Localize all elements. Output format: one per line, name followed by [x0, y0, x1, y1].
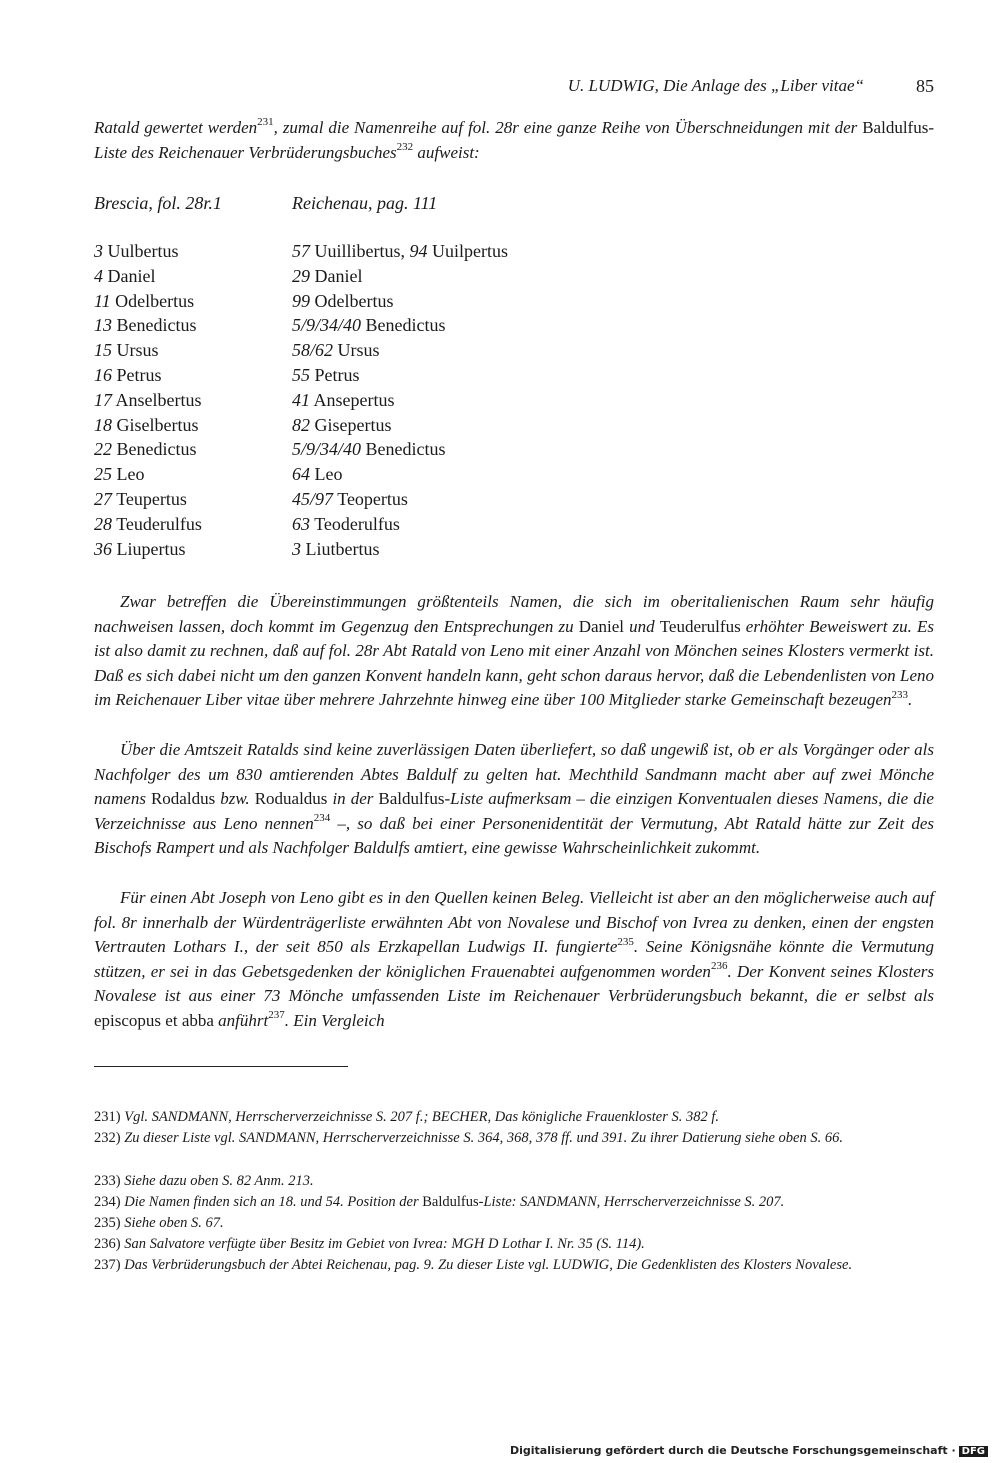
- entry-number: 17: [94, 389, 112, 410]
- text: Für einen Abt Joseph von Leno gibt es in den Quellen keinen Beleg. Vielleicht ist aber an den möglicherweise auch auf fol. 8r innerhalb der Würdenträgerliste erwähnten Abt von Novalese und Bischof von Ivrea zu denken, einen der engsten Vertrauten Lothars I., der seit 850 als Erzkapellan Ludwigs II. fungierte: [94, 888, 934, 957]
- brescia-entry: [94, 340, 159, 361]
- comparison-header: [94, 193, 694, 217]
- footnote-text: Vgl. SANDMANN, Herrscherverzeichnisse S. 207 f.; BECHER, Das königliche Frauenkloster S. 382 f.: [124, 1109, 720, 1125]
- entry-name: Benedictus: [365, 315, 446, 336]
- entry-number: 41: [292, 389, 310, 410]
- footnote-text: Die Namen finden sich an 18. und 54. Position der: [124, 1194, 423, 1210]
- footnote: [94, 1128, 934, 1149]
- comparison-row: [94, 415, 694, 440]
- entry-name: Benedictus: [116, 439, 197, 460]
- brescia-entry: [94, 489, 187, 510]
- entry-number: 13: [94, 315, 112, 336]
- entry-name: Petrus: [314, 364, 360, 385]
- digitization-credit: [510, 1444, 988, 1457]
- reichenau-entry: [292, 241, 508, 262]
- text-upright: Baldulfus: [378, 789, 445, 809]
- entry-name: Leo: [314, 464, 343, 485]
- comparison-row: [94, 514, 694, 539]
- reichenau-entry: [292, 539, 380, 560]
- entry-name: Ursus: [116, 340, 159, 361]
- page-header: [94, 76, 934, 102]
- entry-number: 29: [292, 265, 310, 286]
- entry-name: Benedictus: [116, 315, 197, 336]
- entry-number: 22: [94, 439, 112, 460]
- text: -Liste des Reichenauer Verbrüderungsbuches: [94, 118, 934, 162]
- footnote-ref[interactable]: 234: [313, 812, 331, 825]
- reichenau-entry: [292, 489, 408, 510]
- text: . Seine Königsnähe könnte die Vermutung stützen, er sei in das Gebetsgedenken der königlichen Frauenabtei aufgenommen worden: [94, 937, 934, 981]
- text-upright: episcopus: [94, 1010, 162, 1030]
- reichenau-entry: [292, 439, 446, 460]
- comparison-row: [94, 439, 694, 464]
- comparison-row: [94, 266, 694, 291]
- entry-number: 5/9/34/40: [292, 439, 362, 460]
- text: . Der Konvent seines Klosters Novalese ist aus einer 73 Mönche umfassenden Liste im Reichenauer Verbrüderungsbuch bekannt, die er selbst als: [94, 961, 934, 1006]
- entry-number: 27: [94, 488, 112, 509]
- entry-name: Ursus: [337, 340, 380, 361]
- text: in der: [327, 789, 379, 809]
- entry-name: Giselbertus: [116, 414, 199, 435]
- reichenau-entry: [292, 340, 380, 361]
- reichenau-entry: [292, 266, 362, 287]
- entry-number: 63: [292, 513, 310, 534]
- entry-name: Benedictus: [365, 439, 446, 460]
- comparison-row: [94, 539, 694, 564]
- entry-number: 28: [94, 513, 112, 534]
- text: Über die Amtszeit Ratalds sind keine zuverlässigen Daten überliefert, so daß ungewiß ist, ob er als Vorgänger oder als Nachfolger des um 830 amtierenden Abtes Baldulf zu gelten hat. Mechthild Sandmann macht aber auf zwei Mönche namens: [94, 740, 934, 809]
- entry-number: 25: [94, 464, 112, 485]
- footnote-ref[interactable]: 233: [891, 688, 909, 701]
- comparison-rows: [94, 241, 694, 563]
- entry-number: 3: [94, 241, 103, 261]
- page-number: 85: [916, 76, 934, 96]
- entry-number: 64: [292, 464, 310, 485]
- entry-number: 3: [292, 538, 301, 559]
- entry-number: 11: [94, 290, 111, 311]
- footnote-text: -Liste: SANDMANN, Herrscherverzeichnisse S. 207.: [478, 1194, 785, 1210]
- reichenau-entry: [292, 415, 391, 436]
- reichenau-entry: [292, 390, 395, 411]
- reichenau-entry: [292, 365, 360, 386]
- footnote-text-upright: Baldulfus: [422, 1194, 479, 1210]
- footnote-number: 236): [94, 1236, 121, 1252]
- comparison-row: [94, 464, 694, 489]
- entry-name: Anselbertus: [115, 389, 202, 410]
- comparison-row: [94, 365, 694, 390]
- dfg-logo: DFG: [959, 1446, 988, 1457]
- entry-name: Leo: [116, 464, 145, 485]
- footnote-ref[interactable]: 231: [257, 116, 274, 129]
- text: aufweist:: [413, 142, 480, 162]
- reichenau-entry: [292, 464, 342, 485]
- brescia-entry: [94, 415, 198, 436]
- brescia-entry: [94, 291, 194, 312]
- comparison-row: [94, 489, 694, 514]
- entry-name: Odelbertus: [115, 290, 195, 311]
- credit-text: Digitalisierung gefördert durch die Deutsche Forschungsgemeinschaft ·: [509, 1444, 956, 1457]
- entry-name: Ansepertus: [313, 389, 395, 410]
- text-upright: Daniel: [578, 616, 625, 636]
- entry-number: 58/62: [292, 340, 334, 361]
- text: bzw.: [215, 789, 255, 809]
- text-upright: abba: [181, 1010, 214, 1030]
- brescia-entry: [94, 266, 155, 287]
- entry-name: Teupertus: [116, 488, 187, 509]
- brescia-entry: [94, 514, 202, 535]
- text: -Liste aufmerksam – die einzigen Konventualen dieses Namens, die die Verzeichnisse aus Leno nennen: [94, 789, 934, 833]
- text: Ratald gewertet werden: [94, 118, 258, 137]
- footnote: [94, 1234, 934, 1255]
- entry-name: Odelbertus: [314, 290, 394, 311]
- text-upright: Rodaldus: [150, 789, 216, 809]
- entry-name: Teuderulfus: [116, 513, 202, 534]
- brescia-entry: [94, 439, 196, 460]
- header-left: Brescia, fol. 28r.1: [94, 193, 222, 213]
- entry-number: 57: [292, 241, 310, 261]
- entry-name: Liutbertus: [305, 538, 380, 559]
- brescia-entry: [94, 539, 186, 560]
- entry-name: Daniel: [107, 265, 156, 286]
- text: erhöhter Beweiswert zu. Es ist also damit zu rechnen, daß auf fol. 28r Abt Ratald von Leno mit einer Anzahl von Mönchen seines Klosters vermerkt ist. Daß es sich dabei nicht um den ganzen Konvent handeln kann, geht schon daraus hervor, daß die Lebendenlisten von Leno im Reichenauer Liber vitae über mehrere Jahrzehnte hinweg eine über 100 Mitglieder starke Gemeinschaft bezeugen: [94, 616, 935, 710]
- comparison-row: [94, 315, 694, 340]
- footnote: [94, 1107, 934, 1128]
- footnote-number: 237): [94, 1257, 121, 1273]
- footnote-separator: [94, 1066, 348, 1067]
- text: , zumal die Namenreihe auf fol. 28r eine ganze Reihe von Überschneidungen mit der: [273, 118, 863, 137]
- footnote-ref[interactable]: 237: [268, 1009, 285, 1022]
- entry-number: 82: [292, 414, 310, 435]
- footnote-number: 232): [94, 1130, 121, 1146]
- footnote-number: 231): [94, 1109, 121, 1125]
- brescia-entry: [94, 241, 179, 262]
- entry-name: Uulbertus: [107, 241, 179, 261]
- intro-paragraph: [94, 116, 934, 165]
- running-title: U. LUDWIG, Die Anlage des „Liber vitae“: [567, 76, 864, 95]
- text: . Ein Vergleich: [284, 1010, 385, 1030]
- footnote-ref[interactable]: 232: [396, 140, 414, 153]
- entry-name: Uuilpertus: [432, 241, 508, 261]
- footnote-text: San Salvatore verfügte über Besitz im Gebiet von Ivrea: MGH D Lothar I. Nr. 35 (S. 114).: [124, 1236, 645, 1252]
- text: .: [908, 690, 913, 710]
- footnote-ref[interactable]: 235: [617, 935, 634, 948]
- brescia-entry: [94, 390, 202, 411]
- paragraph-1: [94, 590, 934, 713]
- paragraph-2: [94, 738, 934, 861]
- brescia-entry: [94, 315, 196, 336]
- footnote-number: 234): [94, 1194, 121, 1210]
- text: Zwar betreffen die Übereinstimmungen größtenteils Namen, die sich im oberitalienischen Raum sehr häufig nachweisen lassen, doch kommt im Gegenzug den Entsprechungen zu: [94, 592, 934, 636]
- reichenau-entry: [292, 315, 446, 336]
- entry-name: Liupertus: [116, 538, 186, 559]
- entry-number: 55: [292, 364, 310, 385]
- comparison-row: [94, 390, 694, 415]
- entry-name: Daniel: [314, 265, 363, 286]
- footnote-text: Zu dieser Liste vgl. SANDMANN, Herrscherverzeichnisse S. 364, 368, 378 ff. und 391. Zu ihrer Datierung siehe oben S. 66.: [124, 1130, 843, 1146]
- entry-number: 45/97: [292, 488, 334, 509]
- entry-number: 16: [94, 364, 112, 385]
- comparison-row: [94, 340, 694, 365]
- text-upright: Teuderulfus: [659, 616, 741, 636]
- entry-number: 94: [409, 241, 428, 261]
- footnote: [94, 1171, 934, 1192]
- entry-number: 5/9/34/40: [292, 315, 362, 336]
- text-upright: Rodualdus: [254, 789, 328, 809]
- header-right: Reichenau, pag. 111: [292, 193, 438, 213]
- reichenau-entry: [292, 291, 393, 312]
- entry-number: 18: [94, 414, 112, 435]
- footnote-text: Siehe oben S. 67.: [124, 1215, 224, 1231]
- footnote-text: Siehe dazu oben S. 82 Anm. 213.: [124, 1173, 314, 1189]
- entry-number: 4: [94, 265, 103, 286]
- footnote: [94, 1192, 934, 1213]
- entry-name: Uuillibertus,: [314, 241, 405, 261]
- entry-number: 99: [292, 290, 310, 311]
- text-upright: Baldulfus: [862, 118, 929, 137]
- entry-number: 15: [94, 340, 112, 361]
- footnote: [94, 1255, 934, 1276]
- text: –, so daß bei einer Personenidentität der Vermutung, Abt Ratald hätte zur Zeit des Bischofs Rampert und als Nachfolger Baldulfs amtiert, eine gewisse Wahrscheinlichkeit zukommt.: [94, 813, 934, 858]
- footnote-ref[interactable]: 236: [710, 960, 728, 973]
- entry-name: Teoderulfus: [314, 513, 400, 534]
- paragraph-3: [94, 886, 934, 1034]
- brescia-entry: [94, 464, 144, 485]
- comparison-row: [94, 241, 694, 266]
- entry-name: Petrus: [116, 364, 162, 385]
- text: und: [624, 616, 660, 636]
- footnote-number: 235): [94, 1215, 121, 1231]
- entry-name: Teopertus: [337, 488, 408, 509]
- entry-name: Gisepertus: [314, 414, 392, 435]
- entry-number: 36: [94, 538, 112, 559]
- footnote-text: Das Verbrüderungsbuch der Abtei Reichenau, pag. 9. Zu dieser Liste vgl. LUDWIG, Die Gedenklisten des Klosters Novalese.: [124, 1257, 853, 1273]
- text: anführt: [213, 1010, 269, 1030]
- footnote-number: 233): [94, 1173, 121, 1189]
- text-upright: et: [161, 1010, 182, 1030]
- footnote: [94, 1213, 934, 1234]
- reichenau-entry: [292, 514, 400, 535]
- brescia-entry: [94, 365, 162, 386]
- comparison-row: [94, 291, 694, 316]
